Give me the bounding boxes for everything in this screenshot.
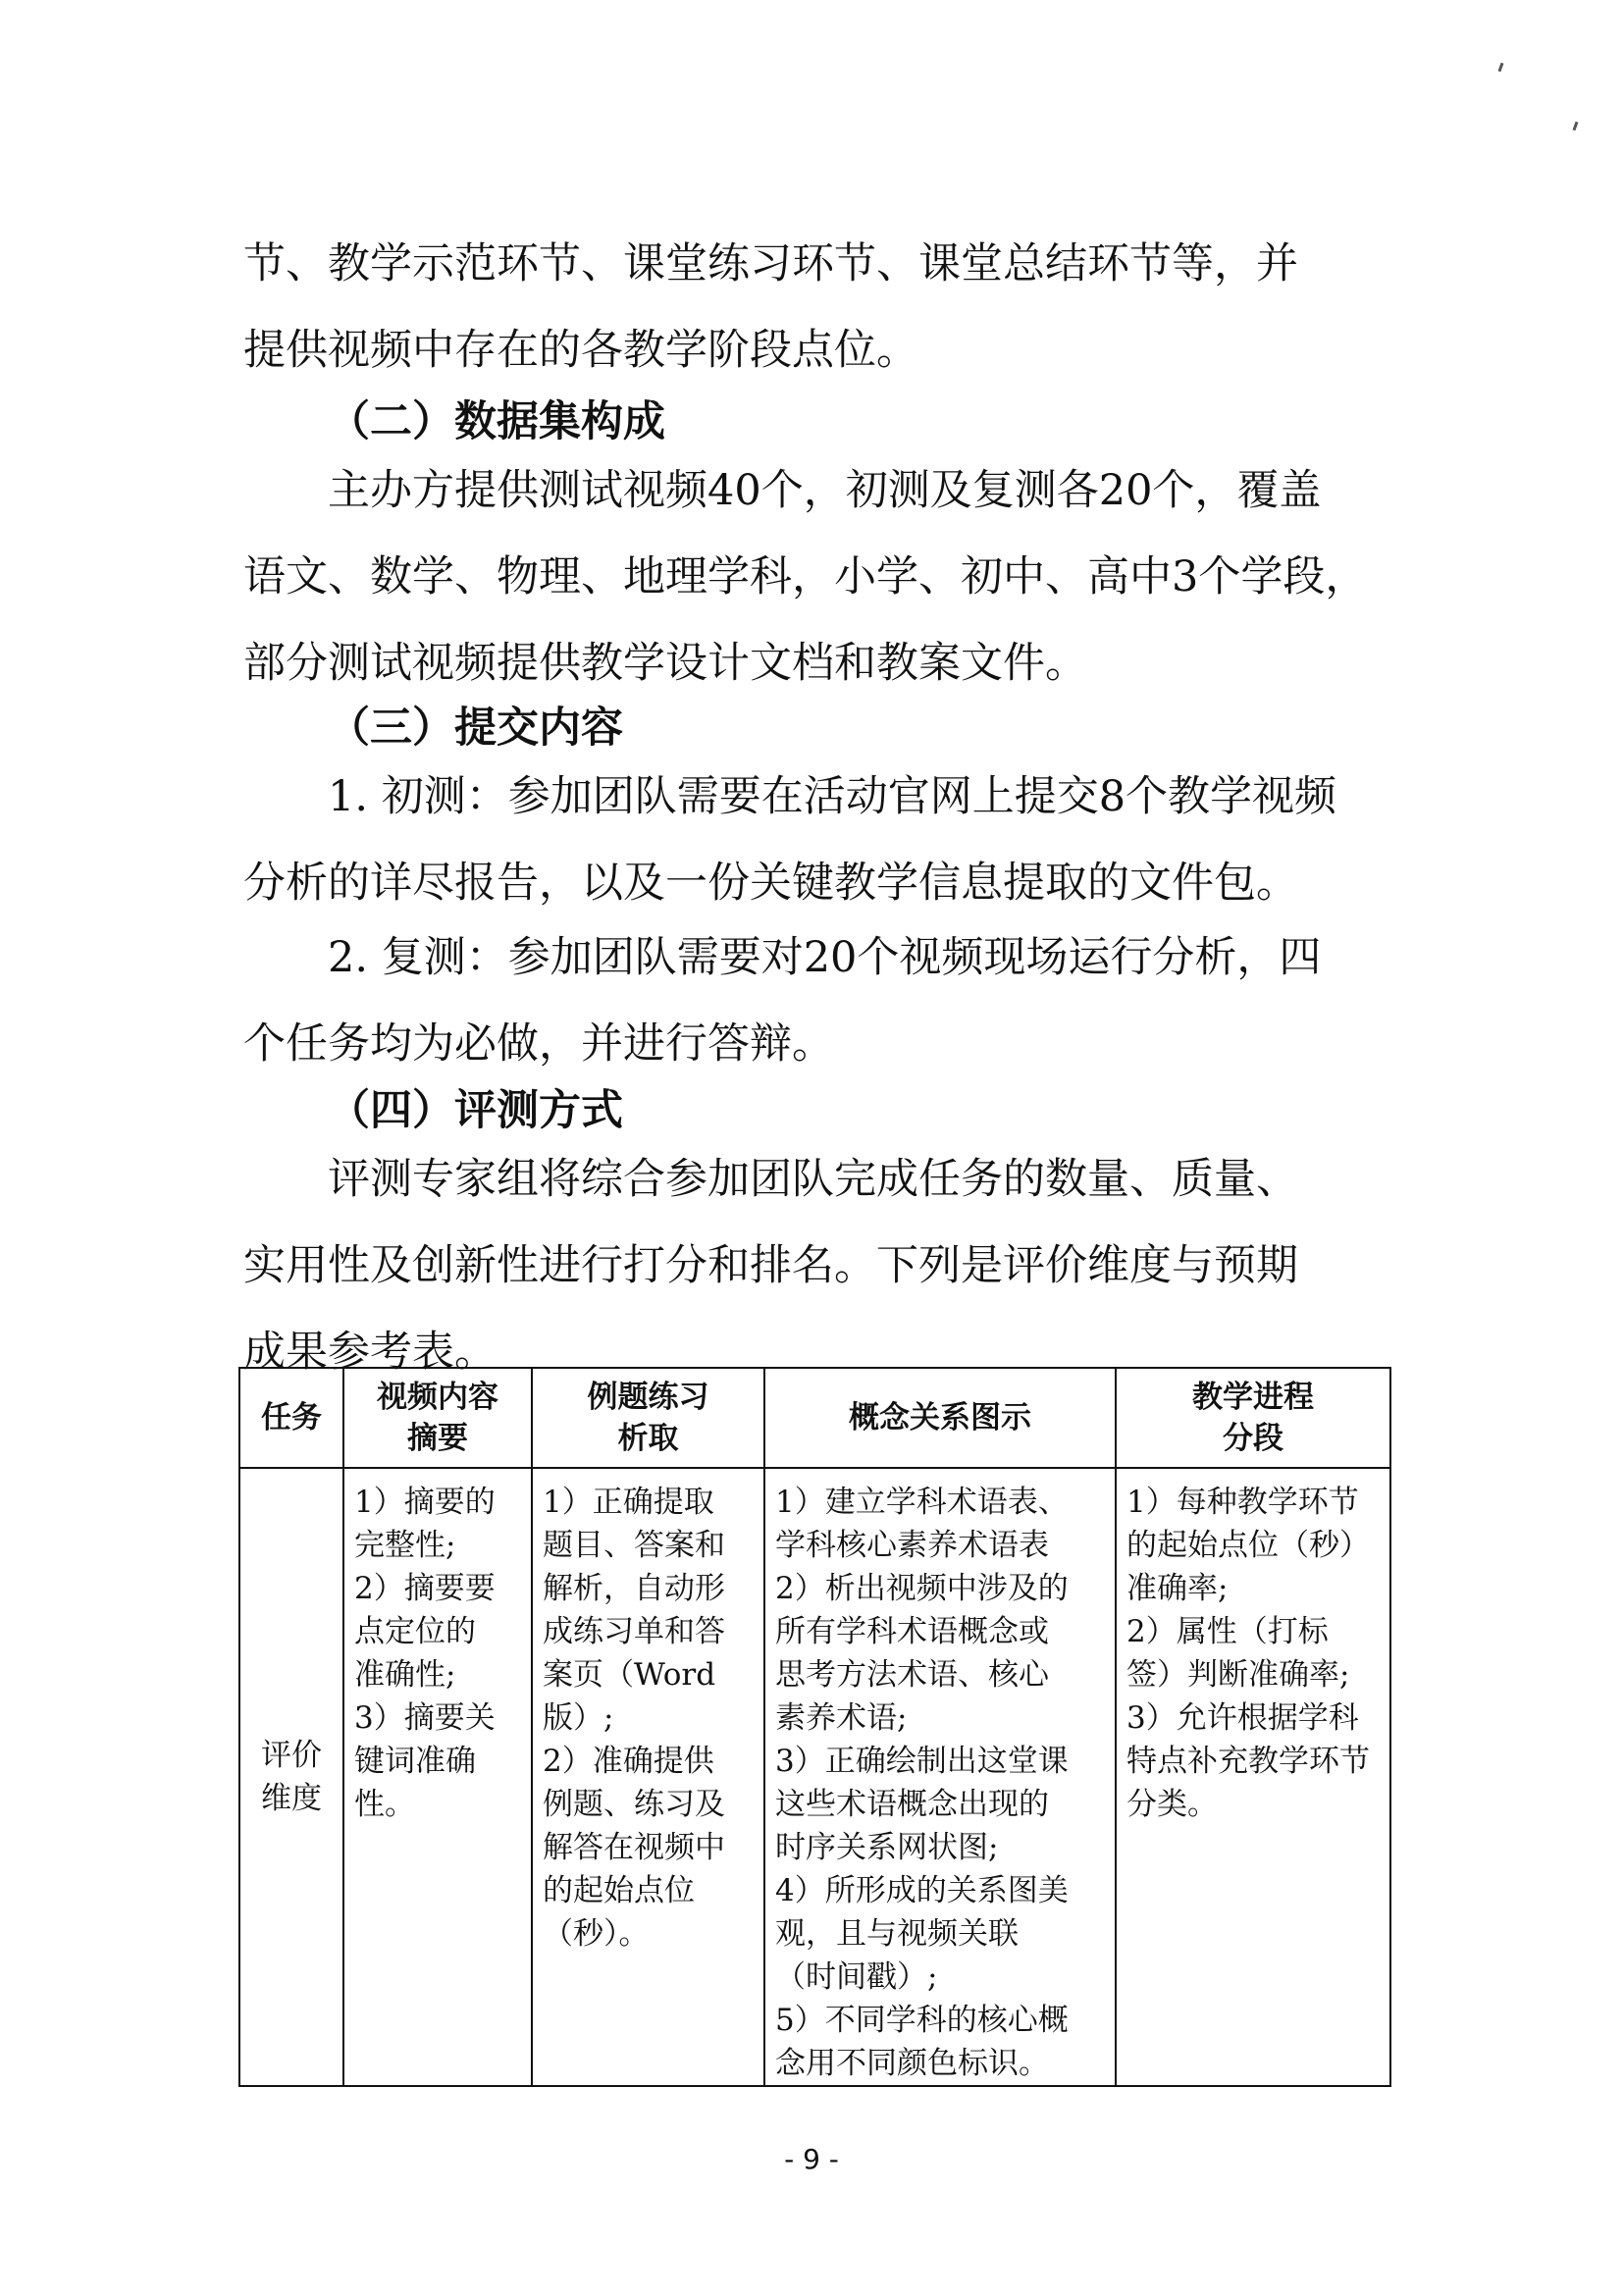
paragraph-initial-test [243, 754, 1387, 926]
table-row [239, 1468, 1390, 2086]
text-line: 提供视频中存在的各教学阶段点位。 [243, 326, 918, 375]
section-heading-dataset: （二）数据集构成 [328, 397, 665, 446]
section-heading-submission: （三）提交内容 [328, 704, 623, 753]
text-line: 实用性及创新性进行打分和排名。下列是评价维度与预期 [243, 1241, 1298, 1290]
text-line: 评测专家组将综合参加团队完成任务的数量、质量、 [328, 1155, 1298, 1204]
text-line: 分析的详尽报告，以及一份关键教学信息提取的文件包。 [243, 859, 1298, 908]
cell-video-summary: 1）摘要的 完整性; 2）摘要要 点定位的 准确性; 3）摘要关 键词准确 性。 [343, 1468, 532, 2086]
header-concept-diagram: 概念关系图示 [764, 1368, 1116, 1468]
text-line: 语文、数学、物理、地理学科，小学、初中、高中3个学段， [243, 552, 1368, 601]
text-line: 节、教学示范环节、课堂练习环节、课堂总结环节等，并 [243, 239, 1298, 288]
text-line: 个任务均为必做，并进行答辩。 [243, 1019, 834, 1069]
header-video-summary: 视频内容 摘要 [343, 1368, 532, 1468]
text-line: 部分测试视频提供教学设计文档和教案文件。 [243, 639, 1087, 688]
cell-teaching-segmentation: 1）每种教学环节 的起始点位（秒） 准确率; 2）属性（打标 签）判断准确率; 3）允许根据学科 特点补充教学环节 分类。 [1116, 1468, 1390, 2086]
header-task: 任务 [239, 1368, 343, 1468]
header-teaching-segmentation: 教学进程 分段 [1116, 1368, 1390, 1468]
paragraph-evaluation [243, 1136, 1387, 1395]
text-line: 成果参考表。 [243, 1328, 497, 1377]
text-line: 2. 复测：参加团队需要对20个视频现场运行分析，四 [328, 933, 1322, 982]
section-heading-evaluation: （四）评测方式 [328, 1086, 623, 1135]
page-number: - 9 - [784, 2143, 839, 2175]
scan-mark [1573, 122, 1579, 130]
cell-concept-diagram: 1）建立学科术语表、 学科核心素养术语表 2）析出视频中涉及的 所有学科术语概念或 思考方法术语、核心 素养术语; 3）正确绘制出这堂课 这些术语概念出现的 时序关系网状图; 4）所形成的关系图美 观，且与视频关联 （时间戳）; 5）不同学科的核心概 念用不同颜色标识。 [764, 1468, 1116, 2086]
row-label-evaluation-dimension: 评价 维度 [239, 1468, 343, 2086]
header-exercise-extraction: 例题练习 析取 [532, 1368, 764, 1468]
text-line: 主办方提供测试视频40个，初测及复测各20个，覆盖 [328, 466, 1322, 515]
paragraph-dataset [243, 447, 1387, 706]
text-line: 1. 初测：参加团队需要在活动官网上提交8个教学视频 [328, 772, 1337, 821]
evaluation-reference-table [238, 1367, 1391, 2087]
cell-exercise-extraction: 1）正确提取 题目、答案和 解析，自动形 成练习单和答 案页（Word 版）; 2）准确提供 例题、练习及 解答在视频中 的起始点位 （秒）。 [532, 1468, 764, 2086]
table-header-row [239, 1368, 1390, 1468]
paragraph-retest [243, 914, 1387, 1087]
paragraph-teaching-stages [243, 221, 1387, 393]
scan-mark [1498, 63, 1504, 72]
